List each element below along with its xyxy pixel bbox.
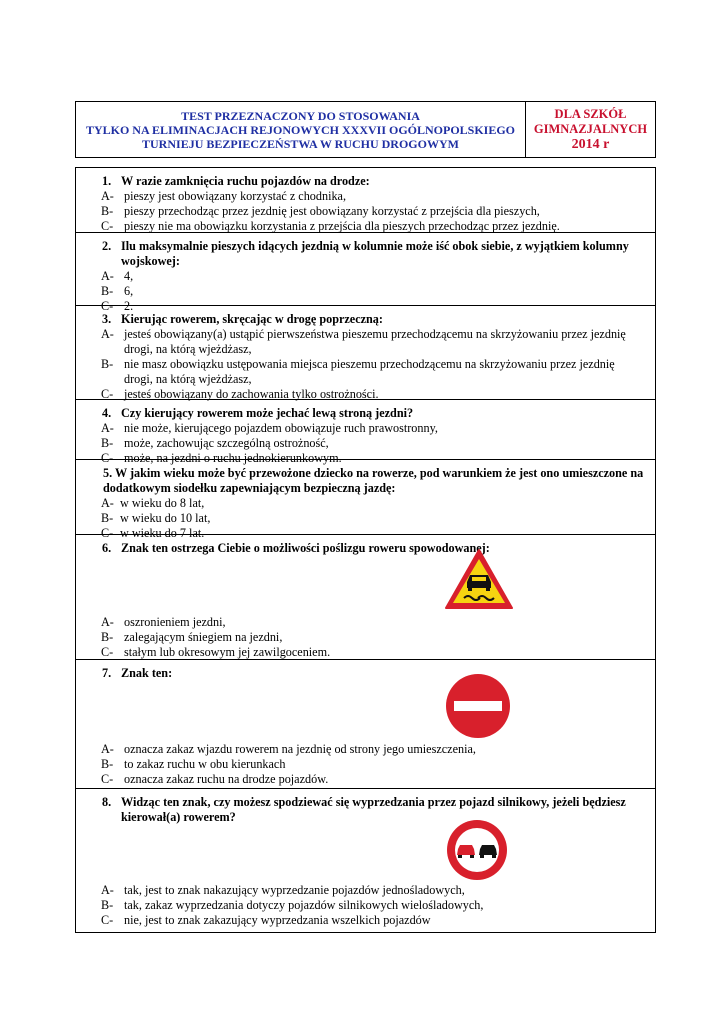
question-number: 4. [102, 406, 112, 420]
answer-text: pieszy przechodząc przez jezdnię jest obowiązany korzystać z przejścia dla pieszych, [124, 204, 540, 218]
answer-text: oznacza zakaz wjazdu rowerem na jezdnię od strony jego umieszczenia, [124, 742, 476, 756]
answer-letter: A- [101, 615, 114, 629]
answer-letter: A- [101, 327, 114, 341]
answer-letter: B- [101, 757, 114, 771]
question-5 [76, 460, 655, 540]
answer-letter: A- [101, 742, 114, 756]
answer-text: 2. [124, 299, 134, 313]
answer-letter: A- [101, 883, 114, 897]
question-7 [76, 660, 655, 789]
questions-table [75, 167, 656, 933]
answer-letter: A- [101, 421, 114, 435]
answer-text: nie, jest to znak zakazujący wyprzedzania wszelkich pojazdów [124, 913, 431, 927]
answer-a[interactable] [76, 327, 655, 357]
test-title-line-2: TYLKO NA ELIMINACJACH REJONOWYCH XXXVII OGÓLNOPOLSKIEGO [85, 122, 516, 137]
answer-text: w wieku do 8 lat, [120, 496, 205, 510]
answer-letter: C- [101, 299, 114, 313]
question-number: 7. [102, 666, 112, 680]
answer-text: oznacza zakaz ruchu na drodze pojazdów. [124, 772, 329, 786]
question-label: Znak ten ostrzega Ciebie o możliwości poślizgu roweru spowodowanej: [121, 541, 490, 555]
test-title-line-1: TEST PRZEZNACZONY DO STOSOWANIA [181, 108, 420, 123]
answer-a[interactable] [76, 421, 655, 436]
answer-letter: B- [101, 284, 114, 298]
answer-letter: C- [101, 451, 114, 465]
answer-letter: A- [101, 189, 114, 203]
answer-a[interactable] [76, 615, 655, 630]
answer-text: 6, [124, 284, 134, 298]
question-number: 8. [102, 795, 112, 809]
question-8-text [76, 795, 655, 825]
answer-b[interactable] [76, 757, 655, 772]
answer-letter: C- [101, 387, 114, 401]
answer-letter: C- [101, 645, 114, 659]
answer-a[interactable] [76, 189, 655, 204]
answer-letter: B- [101, 436, 114, 450]
test-title-block [76, 102, 526, 157]
question-label: Znak ten: [121, 666, 173, 680]
answer-c[interactable] [76, 645, 655, 660]
answer-letter: A- [101, 269, 114, 283]
answer-b[interactable] [76, 284, 655, 299]
answer-letter: C- [101, 772, 114, 786]
answer-letter: B- [101, 630, 114, 644]
question-2-text [76, 239, 655, 269]
question-number: 6. [102, 541, 112, 555]
answer-text: nie masz obowiązku ustępowania miejsca pieszemu przechodzącemu na skrzyżowaniu przez jezdnię drogi, na którą wjeżdżasz, [124, 357, 615, 386]
answer-a[interactable] [76, 496, 655, 511]
answer-b[interactable] [76, 630, 655, 645]
question-2 [76, 233, 655, 313]
answer-text: zalegającym śniegiem na jezdni, [124, 630, 283, 644]
answer-letter: B- [101, 357, 114, 371]
school-level-block [526, 102, 655, 157]
question-number: 5. [103, 466, 113, 480]
question-4 [76, 400, 655, 465]
no-entry-sign [445, 673, 511, 739]
question-label: Kierując rowerem, skręcając w drogę poprzeczną: [121, 312, 383, 326]
question-3 [76, 306, 655, 400]
test-year: 2014 r [571, 137, 610, 152]
answer-text: oszronieniem jezdni, [124, 615, 226, 629]
answer-text: w wieku do 7 lat. [120, 526, 205, 540]
no-overtaking-sign [446, 819, 508, 881]
answer-text: pieszy jest obowiązany korzystać z chodnika, [124, 189, 347, 203]
answer-text: pieszy nie ma obowiązku korzystania z przejścia dla pieszych przechodząc przez jezdnię. [124, 219, 560, 233]
question-1 [76, 168, 655, 233]
answer-a[interactable] [76, 742, 655, 757]
answer-letter: C- [101, 913, 114, 927]
test-title-line-3: TURNIEJU BEZPIECZEŃSTWA W RUCHU DROGOWYM [142, 136, 459, 151]
slippery-road-warning-sign [444, 548, 514, 610]
question-label: W razie zamknięcia ruchu pojazdów na drodze: [121, 174, 370, 188]
answer-text: to zakaz ruchu w obu kierunkach [124, 757, 286, 771]
answer-text: może, zachowując szczególną ostrożność, [124, 436, 329, 450]
answer-b[interactable] [76, 511, 655, 526]
answer-c[interactable] [76, 913, 655, 928]
answer-letter: C- [101, 526, 114, 540]
question-4-text [76, 406, 655, 421]
answer-a[interactable] [76, 269, 655, 284]
question-5-text [76, 466, 655, 496]
answer-c[interactable] [76, 772, 655, 787]
answer-b[interactable] [76, 204, 655, 219]
answer-text: jesteś obowiązany(a) ustąpić pierwszeństwa pieszemu przechodzącemu na skrzyżowaniu przez jezdnię drogi, na którą wjeżdżasz, [124, 327, 626, 356]
test-header [75, 101, 656, 158]
question-8 [76, 789, 655, 932]
question-number: 3. [102, 312, 112, 326]
answer-b[interactable] [76, 357, 655, 387]
answer-text: nie może, kierującego pojazdem obowiązuje ruch prawostronny, [124, 421, 438, 435]
answer-letter: B- [101, 898, 114, 912]
answer-letter: B- [101, 204, 114, 218]
answer-text: może, na jezdni o ruchu jednokierunkowym. [124, 451, 342, 465]
question-label: Czy kierujący rowerem może jechać lewą stroną jezdni? [121, 406, 414, 420]
answer-letter: C- [101, 219, 114, 233]
answer-b[interactable] [76, 436, 655, 451]
question-label: W jakim wieku może być przewożone dziecko na rowerze, pod warunkiem że jest ono umieszczone na dodatkowym siodełku zapewniającym bezpieczną jazdę: [103, 466, 644, 495]
answer-a[interactable] [76, 883, 655, 898]
question-7-text [76, 666, 655, 681]
question-number: 2. [102, 239, 112, 253]
question-6 [76, 535, 655, 660]
answer-text: tak, zakaz wyprzedzania dotyczy pojazdów silnikowych wielośladowych, [124, 898, 484, 912]
question-3-text [76, 312, 655, 327]
question-label: Ilu maksymalnie pieszych idących jezdnią w kolumnie może iść obok siebie, z wyjątkiem kolumny wojskowej: [121, 239, 629, 268]
answer-text: 4, [124, 269, 134, 283]
answer-letter: B- [101, 511, 114, 525]
answer-c[interactable] [76, 219, 655, 234]
question-6-text [76, 541, 655, 556]
question-label: Widząc ten znak, czy możesz spodziewać się wyprzedzania przez pojazd silnikowy, jeżeli będziesz kierował(a) rowerem? [121, 795, 626, 824]
answer-b[interactable] [76, 898, 655, 913]
answer-text: tak, jest to znak nakazujący wyprzedzanie pojazdów jednośladowych, [124, 883, 465, 897]
question-1-text [76, 174, 655, 189]
answer-letter: A- [101, 496, 114, 510]
answer-text: w wieku do 10 lat, [120, 511, 211, 525]
school-level-line-1: DLA SZKÓŁ [554, 107, 627, 121]
answer-text: jesteś obowiązany do zachowania tylko ostrożności. [124, 387, 379, 401]
question-number: 1. [102, 174, 112, 188]
school-level-line-2: GIMNAZJALNYCH [533, 122, 648, 136]
answer-text: stałym lub okresowym jej zawilgoceniem. [124, 645, 331, 659]
